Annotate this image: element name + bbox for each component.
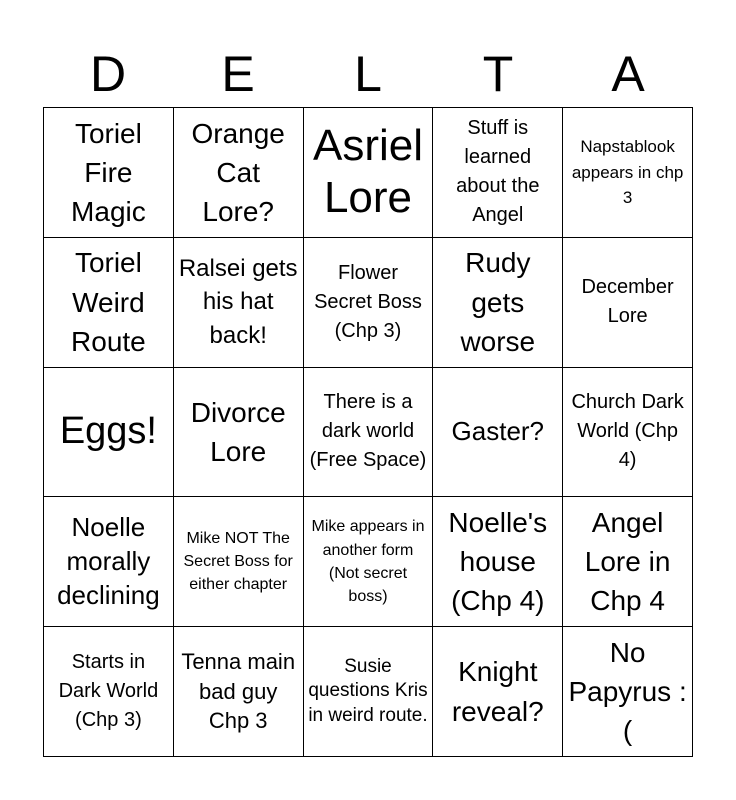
cell-text: Toriel Fire Magic <box>71 117 146 227</box>
bingo-cell[interactable] <box>44 368 174 498</box>
cell-text: Asriel Lore <box>312 120 423 223</box>
bingo-header <box>43 40 693 108</box>
header-letter-a: A <box>611 46 645 102</box>
cell-text: Divorce Lore <box>190 396 286 467</box>
bingo-grid <box>43 107 693 757</box>
bingo-cell[interactable] <box>304 108 434 238</box>
cell-text: Orange Cat Lore? <box>191 117 285 227</box>
cell-text: Mike NOT The Secret Boss for either chapter <box>183 530 293 594</box>
cell-text: Napstablook appears in chp 3 <box>571 137 684 208</box>
cell-text: Stuff is learned about the Angel <box>456 117 540 227</box>
bingo-cell[interactable] <box>433 497 563 627</box>
bingo-cell[interactable] <box>174 238 304 368</box>
cell-text: Eggs! <box>59 410 157 453</box>
bingo-cell[interactable] <box>563 368 693 498</box>
cell-text: Noelle's house (Chp 4) <box>448 507 548 617</box>
cell-text: Toriel Weird Route <box>71 247 146 357</box>
bingo-cell[interactable] <box>433 108 563 238</box>
cell-text: Ralsei gets his hat back! <box>178 254 298 349</box>
header-letter-t: T <box>482 46 514 102</box>
bingo-cell[interactable] <box>44 627 174 757</box>
cell-text: Angel Lore in Chp 4 <box>584 507 671 617</box>
cell-text: There is a dark world (Free Space) <box>309 391 427 472</box>
cell-text: December Lore <box>581 276 674 328</box>
cell-text: No Papyrus :( <box>568 636 687 747</box>
header-letter-e: E <box>221 46 255 102</box>
bingo-cell free-space[interactable] <box>304 368 434 498</box>
bingo-cell[interactable] <box>433 368 563 498</box>
cell-text: Church Dark World (Chp 4) <box>571 391 684 472</box>
cell-text: Starts in Dark World (Chp 3) <box>58 651 159 732</box>
cell-text: Knight reveal? <box>451 656 544 727</box>
bingo-cell[interactable] <box>44 108 174 238</box>
bingo-cell[interactable] <box>174 497 304 627</box>
cell-text: Gaster? <box>451 416 545 447</box>
bingo-cell[interactable] <box>563 497 693 627</box>
bingo-cell[interactable] <box>304 627 434 757</box>
header-letter-l: L <box>354 46 382 102</box>
cell-text: Tenna main bad guy Chp 3 <box>181 649 296 734</box>
header-letter-d: D <box>89 46 127 102</box>
bingo-cell[interactable] <box>44 497 174 627</box>
bingo-cell[interactable] <box>563 108 693 238</box>
bingo-cell[interactable] <box>174 108 304 238</box>
bingo-cell[interactable] <box>433 238 563 368</box>
bingo-cell[interactable] <box>44 238 174 368</box>
bingo-cell[interactable] <box>174 627 304 757</box>
bingo-cell[interactable] <box>304 238 434 368</box>
bingo-cell[interactable] <box>563 238 693 368</box>
bingo-cell[interactable] <box>433 627 563 757</box>
cell-text: Mike appears in another form (Not secret boss) <box>311 518 425 605</box>
bingo-cell[interactable] <box>174 368 304 498</box>
bingo-cell[interactable] <box>304 497 434 627</box>
cell-text: Flower Secret Boss (Chp 3) <box>314 261 422 342</box>
bingo-cell[interactable] <box>563 627 693 757</box>
cell-text: Rudy gets worse <box>460 247 536 357</box>
cell-text: Noelle morally declining <box>57 512 160 610</box>
cell-text: Susie questions Kris in weird route. <box>308 655 428 726</box>
